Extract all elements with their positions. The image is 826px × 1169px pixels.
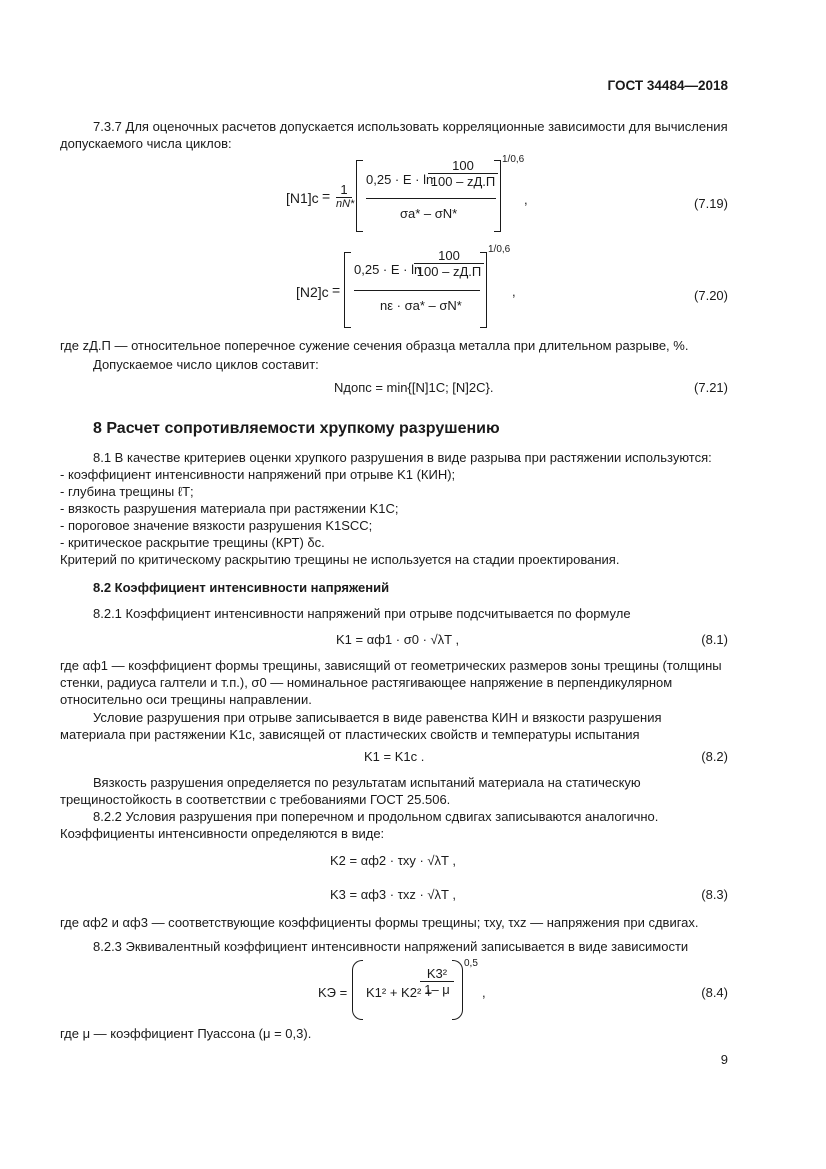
eq719-denominator: σa* – σN*	[400, 206, 458, 221]
eq720-lhs: [N2]c	[296, 284, 329, 300]
eq83-number: (8.3)	[701, 887, 728, 902]
where-mu: где μ — коэффициент Пуассона (μ = 0,3).	[60, 1026, 312, 1041]
eq81-number: (8.1)	[701, 632, 728, 647]
eq82-formula: K1 = K1c .	[364, 749, 425, 764]
s81-item: - вязкость разрушения материала при растяжении K1C;	[60, 501, 399, 516]
eq719-frac-top: 100	[428, 158, 498, 174]
where-alpha: где αф1 — коэффициент формы трещины, зависящий от геометрических размеров зоны трещины (толщины стенки, радиуса галтели и т.п.), σ0 — номинальное растягивающее напряжение в перпендикулярном относительно оси трещины направлении.	[60, 658, 722, 707]
p-8-2-3: 8.2.3 Эквивалентный коэффициент интенсивности напряжений записывается в виде зависимости	[93, 939, 689, 954]
paragraph-7-3-7: 7.3.7 Для оценочных расчетов допускается использовать корреляционные зависимости для вычисления допускаемого числа циклов:	[60, 119, 728, 151]
p-8-2-2: 8.2.2 Условия разрушения при поперечном и продольном сдвигах записываются аналогично. Коэффициенты интенсивности определяются в виде:	[60, 809, 659, 841]
eq720-frac-bottom: 100 – zД.П	[416, 264, 482, 279]
eq719-number: (7.19)	[694, 196, 728, 211]
s81-item: - пороговое значение вязкости разрушения K1SCC;	[60, 518, 373, 533]
section-8-title: 8 Расчет сопротивляемости хрупкому разрушению	[93, 420, 500, 437]
where-z: где zД.П — относительное поперечное сужение сечения образца металла при длительном разрыве, %.	[60, 338, 689, 353]
s81-intro: 8.1 В качестве критериев оценки хрупкого разрушения в виде разрыва при растяжении используются:	[93, 450, 712, 465]
s81-item: - критическое раскрытие трещины (КРТ) δc.	[60, 535, 325, 550]
eq84-comma: ,	[482, 985, 486, 1000]
section-8-2-title: 8.2 Коэффициент интенсивности напряжений	[93, 580, 390, 595]
eq720-comma: ,	[512, 284, 516, 299]
eq84-lhs: KЭ =	[318, 985, 348, 1000]
eq83a-formula: K2 = αф2 · τxy · √λT ,	[330, 853, 456, 868]
s81-note: Критерий по критическому раскрытию трещины не используется на стадии проектирования.	[60, 552, 620, 567]
eq720-exponent: 1/0,6	[488, 244, 511, 255]
eq719-frac-bottom: 100 – zД.П	[430, 174, 496, 189]
eq84-number: (8.4)	[701, 985, 728, 1000]
eq82-number: (8.2)	[701, 749, 728, 764]
p-8-2-1: 8.2.1 Коэффициент интенсивности напряжений при отрыве подсчитывается по формуле	[93, 606, 631, 621]
eq84-terms: K1² + K2² +	[366, 985, 433, 1000]
eq83b-formula: K3 = αф3 · τxz · √λT ,	[330, 887, 456, 902]
eq719-comma: ,	[524, 192, 528, 207]
eq720-denominator: nε · σa* – σN*	[380, 298, 462, 313]
s81-item: - глубина трещины ℓТ;	[60, 484, 194, 499]
document-header: ГОСТ 34484—2018	[607, 78, 728, 93]
allowed-cycles: Допускаемое число циклов составит:	[93, 357, 319, 372]
eq721-formula: Nдопc = min{[N]1C; [N]2C}.	[334, 380, 494, 395]
eq721-number: (7.21)	[694, 380, 728, 395]
s81-item: - коэффициент интенсивности напряжений при отрыве K1 (КИН);	[60, 467, 456, 482]
eq720-frac-top: 100	[414, 248, 484, 264]
eq719-lhs: [N1]c	[286, 190, 319, 206]
eq719-n-star: nN*	[336, 198, 355, 210]
condition-text: Условие разрушения при отрыве записывается в виде равенства КИН и вязкости разрушения материала при растяжении K1c, зависящей от пластических свойств и температуры испытания	[60, 710, 662, 742]
eq84-frac-top: K3²	[420, 966, 454, 982]
viscosity-text: Вязкость разрушения определяется по результатам испытаний материала на статическую трещиностойкость в соответствии с требованиями ГОСТ 25.506.	[60, 775, 641, 807]
eq719-coef: 0,25 · E · ln	[366, 172, 434, 187]
where-alpha23: где αф2 и αф3 — соответствующие коэффициенты формы трещины; τxy, τxz — напряжения при сдвигах.	[60, 915, 699, 930]
eq720-coef: 0,25 · E · ln	[354, 262, 422, 277]
eq84-exponent: 0,5	[464, 958, 478, 969]
eq719-exponent: 1/0,6	[502, 154, 525, 165]
eq84-frac-bottom: 1– μ	[424, 982, 450, 997]
eq81-formula: K1 = αф1 · σ0 · √λT ,	[336, 632, 460, 647]
page-number: 9	[720, 1052, 728, 1067]
eq720-number: (7.20)	[694, 288, 728, 303]
